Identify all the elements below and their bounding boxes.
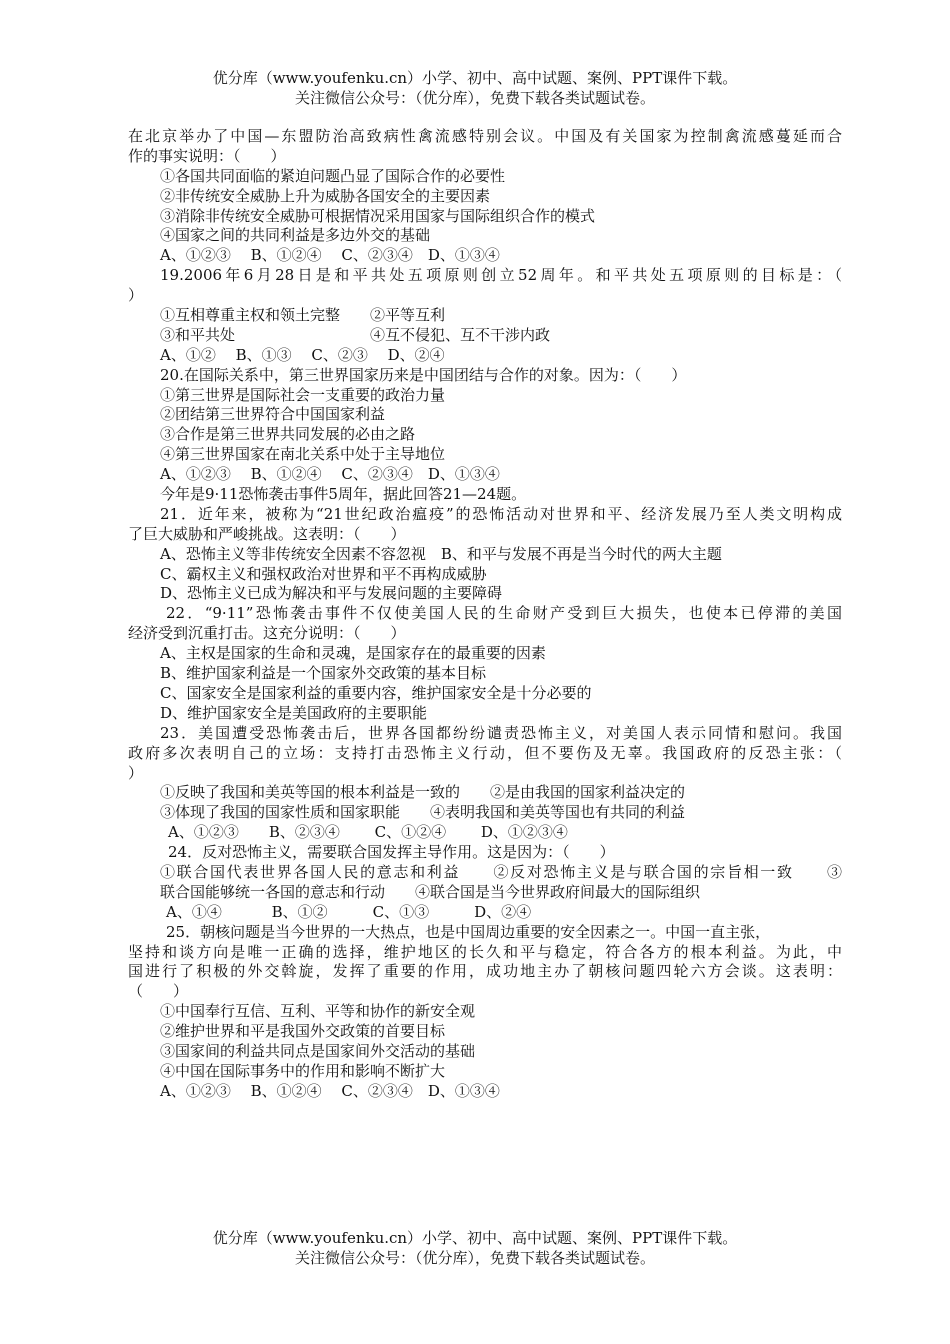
- text-line: 21．近年来，被称为“21世纪政治瘟疫”的恐怖活动对世界和平、经济发展乃至人类文明构成: [160, 504, 842, 523]
- text-line: A、恐怖主义等非传统安全因素不容忽视 B、和平与发展不再是当今时代的两大主题: [160, 544, 722, 563]
- text-line: ①各国共同面临的紧迫问题凸显了国际合作的必要性: [160, 166, 506, 185]
- text-line: ②非传统安全威胁上升为威胁各国安全的主要因素: [160, 186, 491, 205]
- text-line: 22．“9·11”恐怖袭击事件不仅使美国人民的生命财产受到巨大损失，也使本已停滞的美国: [166, 604, 842, 623]
- text-line: 24．反对恐怖主义，需要联合国发挥主导作用。这是因为：（ ）: [168, 843, 615, 862]
- text-line: （ ）: [128, 982, 189, 1001]
- header-line-2: 关注微信公众号：（优分库），免费下载各类试题试卷。: [294, 89, 655, 107]
- page-header: [0, 68, 950, 108]
- text-line: ）: [128, 286, 144, 305]
- text-line: ②维护世界和平是我国外交政策的首要目标: [160, 1022, 446, 1041]
- text-line: ①反映了我国和美英等国的根本利益是一致的 ②是由我国的国家利益决定的: [160, 783, 686, 802]
- text-line: A、①②③ B、①②④ C、②③④ D、①③④: [160, 1081, 500, 1100]
- text-line: D、恐怖主义已成为解决和平与发展问题的主要障碍: [160, 584, 503, 603]
- text-line: ①互相尊重主权和领土完整 ②平等互利: [160, 306, 446, 325]
- text-line: A、①② B、①③ C、②③ D、②④: [160, 345, 445, 364]
- text-line: ②团结第三世界符合中国国家利益: [160, 405, 386, 424]
- text-line: 经济受到沉重打击。这充分说明：（ ）: [128, 624, 406, 643]
- text-line: A、①②③ B、②③④ C、①②④ D、①②③④: [168, 823, 568, 842]
- text-line: ③消除非传统安全威胁可根据情况采用国家与国际组织合作的模式: [160, 206, 596, 225]
- text-line: ④中国在国际事务中的作用和影响不断扩大: [160, 1061, 446, 1080]
- text-line: ①第三世界是国际社会一支重要的政治力量: [160, 385, 446, 404]
- text-line: 了巨大威胁和严峻挑战。这表明：（ ）: [128, 524, 406, 543]
- text-line: 在北京举办了中国—东盟防治高致病性禽流感特别会议。中国及有关国家为控制禽流感蔓延而合: [128, 127, 842, 145]
- text-line: 联合国能够统一各国的意志和行动 ④联合国是当今世界政府间最大的国际组织: [160, 882, 701, 901]
- text-line: 25．朝核问题是当今世界的一大热点，也是中国周边重要的安全因素之一。中国一直主张，: [166, 922, 771, 941]
- text-line: 19.2006年6月28日是和平共处五项原则创立52周年。和平共处五项原则的目标是：（: [160, 266, 842, 285]
- document-body: [128, 127, 842, 1102]
- text-line: ①中国奉行互信、互利、平等和协作的新安全观: [160, 1002, 476, 1021]
- header-line-1: 优分库（www.youfenku.cn）小学、初中、高中试题、案例、PPT课件下载。: [212, 69, 738, 87]
- footer-line-2: 关注微信公众号：（优分库），免费下载各类试题试卷。: [294, 1249, 655, 1267]
- footer-line-1: 优分库（www.youfenku.cn）小学、初中、高中试题、案例、PPT课件下载。: [212, 1229, 738, 1247]
- text-line: ④第三世界国家在南北关系中处于主导地位: [160, 445, 446, 464]
- text-line: 政府多次表明自己的立场：支持打击恐怖主义行动，但不要伤及无辜。我国政府的反恐主张：（: [128, 743, 842, 762]
- text-line: ③和平共处 ④互不侵犯、互不干涉内政: [160, 325, 551, 344]
- page-footer: [0, 1228, 950, 1268]
- text-line: A、①②③ B、①②④ C、②③④ D、①③④: [160, 246, 500, 265]
- text-line: C、霸权主义和强权政治对世界和平不再构成威胁: [160, 564, 487, 583]
- text-line: ④国家之间的共同利益是多边外交的基础: [160, 226, 431, 245]
- text-line: 23．美国遭受恐怖袭击后，世界各国都纷纷谴责恐怖主义，对美国人表示同情和慰问。我国: [160, 723, 842, 742]
- text-line: 作的事实说明：（ ）: [128, 146, 286, 165]
- text-line: A、主权是国家的生命和灵魂，是国家存在的最重要的因素: [160, 644, 546, 663]
- text-line: A、①②③ B、①②④ C、②③④ D、①③④: [160, 465, 500, 484]
- text-line: C、国家安全是国家利益的重要内容，维护国家安全是十分必要的: [160, 683, 592, 702]
- text-line: 今年是9·11恐怖袭击事件5周年，据此回答21—24题。: [160, 485, 527, 504]
- text-line: 国进行了积极的外交斡旋，发挥了重要的作用，成功地主办了朝核问题四轮六方会谈。这表明：: [128, 962, 842, 981]
- text-line: 坚持和谈方向是唯一正确的选择，维护地区的长久和平与稳定，符合各方的根本利益。为此，中: [128, 942, 842, 961]
- text-line: ③合作是第三世界共同发展的必由之路: [160, 425, 416, 444]
- text-line: ③体现了我国的国家性质和国家职能 ④表明我国和美英等国也有共同的利益: [160, 803, 686, 822]
- text-line: D、维护国家安全是美国政府的主要职能: [160, 703, 428, 722]
- text-line: A、①④ B、①② C、①③ D、②④: [166, 902, 532, 921]
- text-line: B、维护国家利益是一个国家外交政策的基本目标: [160, 664, 487, 683]
- text-line: 20.在国际关系中，第三世界国家历来是中国团结与合作的对象。因为：（ ）: [160, 365, 687, 384]
- text-line: ③国家间的利益共同点是国家间外交活动的基础: [160, 1041, 476, 1060]
- text-line: ①联合国代表世界各国人民的意志和利益 ②反对恐怖主义是与联合国的宗旨相一致 ③: [160, 862, 842, 881]
- text-line: ）: [128, 763, 144, 782]
